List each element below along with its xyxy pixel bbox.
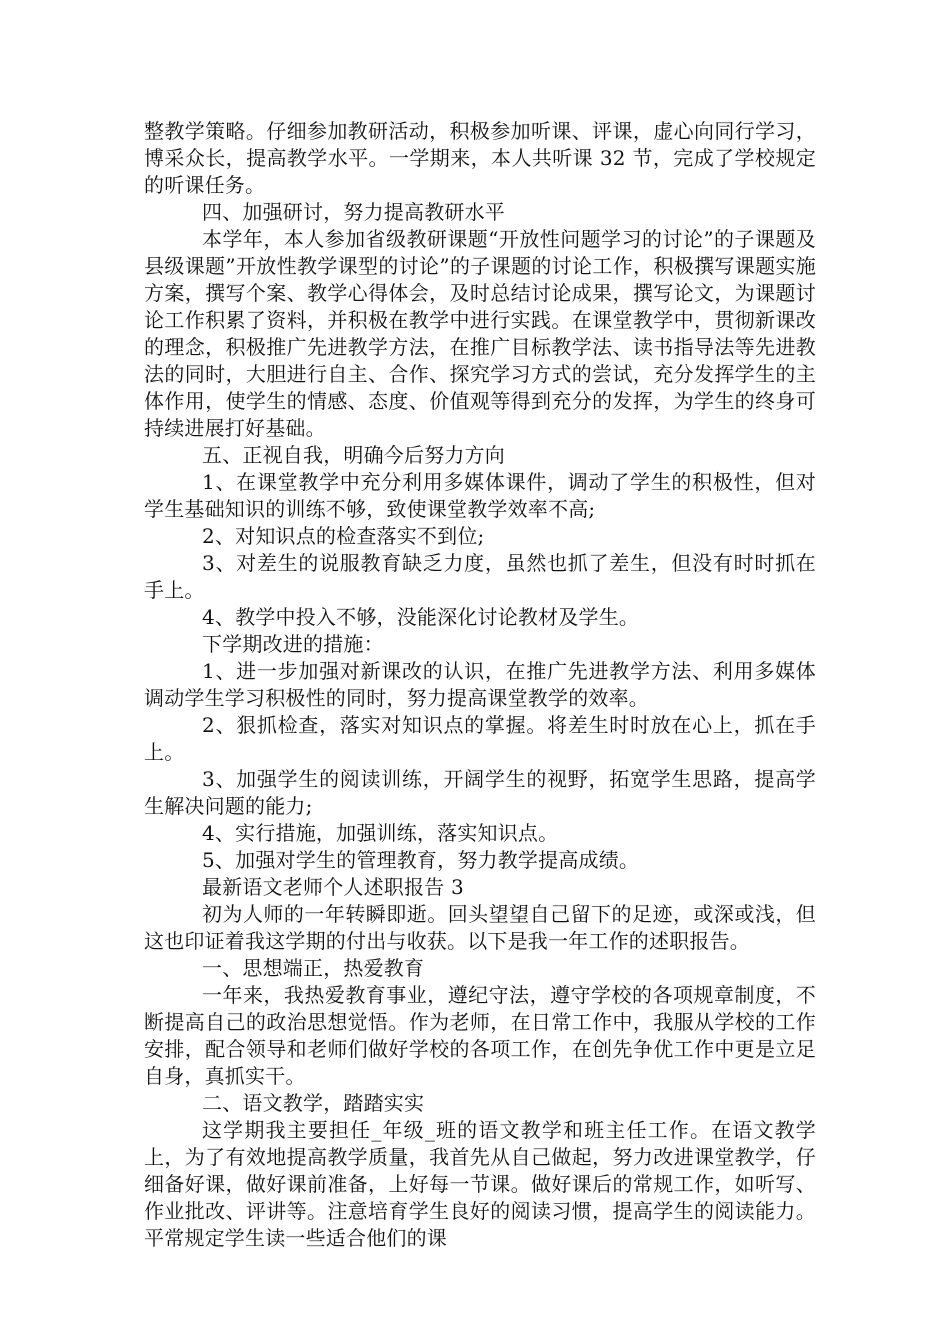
paragraph: 这学期我主要担任_年级_班的语文教学和班主任工作。在语文教学上，为了有效地提高教学质量，我首先从自己做起，努力改进课堂教学，仔细备好课，做好课前准备，上好每一节课。做好课后的常规工作，如听写、作业批改、评讲等。注意培育学生良好的阅读习惯，提高学生的阅读能力。平常规定学生读一些适合他们的课 [144, 1118, 816, 1250]
paragraph: 初为人师的一年转瞬即逝。回头望望自己留下的足迹，或深或浅，但这也印证着我这学期的付出与收获。以下是我一年工作的述职报告。 [144, 902, 816, 953]
report-title: 最新语文老师个人述职报告 3 [202, 875, 464, 899]
list-item: 3、加强学生的阅读训练，开阔学生的视野，拓宽学生思路，提高学生解决问题的能力; [144, 767, 816, 818]
list-item: 1、进一步加强对新课改的认识，在推广先进教学方法、利用多媒体调动学生学习积极性的同时，努力提高课堂教学的效率。 [144, 659, 816, 710]
section-heading: 四、加强研讨，努力提高教研水平 [202, 200, 505, 224]
list-item: 2、对知识点的检查落实不到位; [202, 524, 485, 548]
list-item: 4、实行措施，加强训练，落实知识点。 [202, 821, 559, 845]
paragraph: 整教学策略。仔细参加教研活动，积极参加听课、评课，虚心向同行学习，博采众长，提高教学水平。一学期来，本人共听课 32 节，完成了学校规定的听课任务。 [144, 119, 816, 197]
list-item: 3、对差生的说服教育缺乏力度，虽然也抓了差生，但没有时时抓在手上。 [144, 551, 816, 602]
paragraph: 一年来，我热爱教育事业，遵纪守法，遵守学校的各项规章制度，不断提高自己的政治思想觉悟。作为老师，在日常工作中，我服从学校的工作安排，配合领导和老师们做好学校的各项工作，在创先争优工作中更是立足自身，真抓实干。 [144, 983, 816, 1088]
list-item: 4、教学中投入不够，没能深化讨论教材及学生。 [202, 605, 640, 629]
section-heading: 一、思想端正，热爱教育 [202, 956, 425, 980]
section-heading: 二、语文教学，踏踏实实 [202, 1091, 425, 1115]
paragraph: 本学年，本人参加省级教研课题“开放性问题学习的讨论”的子课题及县级课题”开放性教学课型的讨论”的子课题的讨论工作，积极撰写课题实施方案，撰写个案、教学心得体会，及时总结讨论成果，撰写论文，为课题讨论工作积累了资料，并积极在教学中进行实践。在课堂教学中，贯彻新课改的理念，积极推广先进教学方法，在推广目标教学法、读书指导法等先进教法的同时，大胆进行自主、合作、探究学习方式的尝试，充分发挥学生的主体作用，使学生的情感、态度、价值观等得到充分的发挥，为学生的终身可持续进展打好基础。 [144, 227, 816, 440]
list-item: 2、狠抓检查，落实对知识点的掌握。将差生时时放在心上，抓在手上。 [144, 713, 816, 764]
section-heading: 下学期改进的措施： [202, 632, 384, 656]
section-heading: 五、正视自我，明确今后努力方向 [202, 443, 505, 467]
list-item: 1、在课堂教学中充分利用多媒体课件，调动了学生的积极性，但对学生基础知识的训练不够，致使课堂教学效率不高; [144, 470, 816, 521]
list-item: 5、加强对学生的管理教育，努力教学提高成绩。 [202, 848, 640, 872]
document-body [144, 118, 816, 1252]
